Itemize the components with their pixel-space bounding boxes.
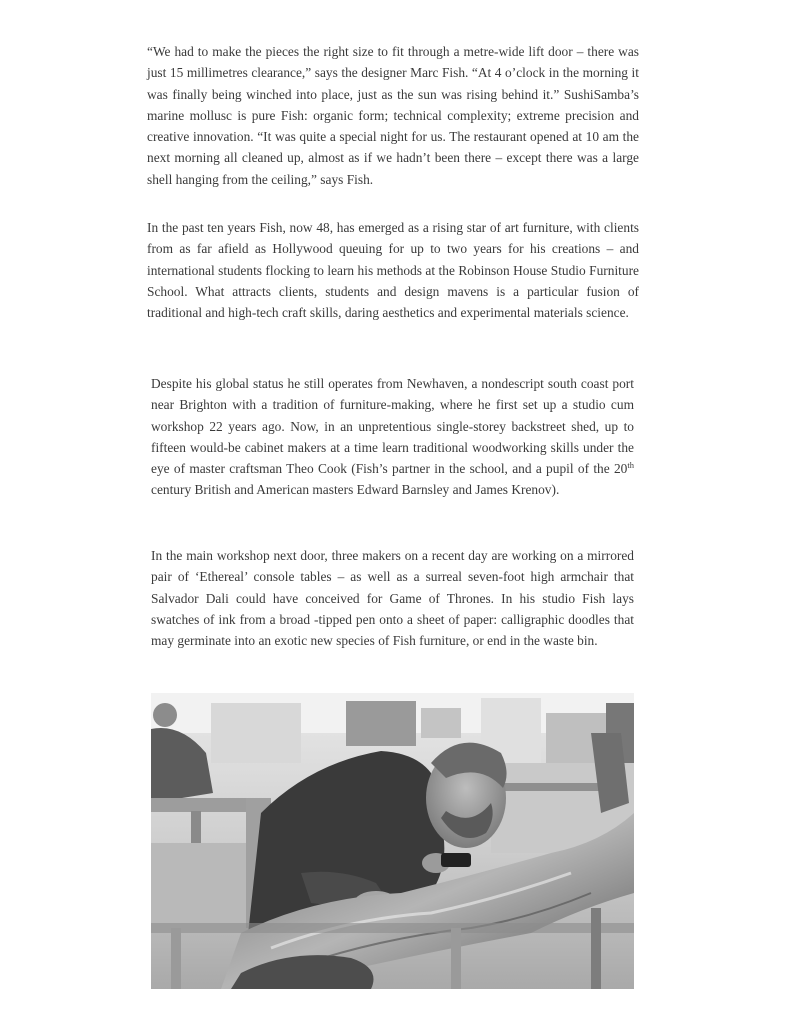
paragraph-1: “We had to make the pieces the right size to fit through a metre-wide lift door – there was just 15 millimetres clearance,” says the designer Marc Fish. “At 4 o’clock in the morning it was finally being winched into place, just as the sun was rising behind it.” SushiSamba’s marine mollusc is pure Fish: organic form; technical complexity; extreme precision and creative innovation. “It was quite a special night for us. The restaurant opened at 10 am the next morning all cleaned up, almost as if we hadn’t been there – except there was a large shell hanging from the ceiling,” says Fish. [147,44,639,187]
workshop-photo [151,693,634,989]
paragraph-4: In the main workshop next door, three makers on a recent day are working on a mirrored pair of ‘Ethereal’ console tables – as well as a surreal seven-foot high armchair that Salvador Dali could have conceived for Game of Thrones. In his studio Fish lays swatches of ink from a broad -tipped pen onto a sheet of paper: calligraphic doodles that may germinate into an exotic new species of Fish furniture, or end in the waste bin. [151,548,634,649]
paragraph-3 [151,373,634,501]
paragraph-2: In the past ten years Fish, now 48, has emerged as a rising star of art furniture, with clients from as far afield as Hollywood queuing for up to two years for his creations – and international students flocking to learn his methods at the Robinson House Studio Furniture School. What attracts clients, students and design mavens is a particular fusion of traditional and high-tech craft skills, daring aesthetics and experimental materials science. [147,220,639,321]
paragraph-3-text-b: century British and American masters Edward Barnsley and James Krenov). [151,482,560,498]
workshop-photo-illustration [151,693,634,989]
ordinal-superscript: th [627,460,634,471]
paragraph-3-text-a: Despite his global status he still operates from Newhaven, a nondescript south coast port near Brighton with a tradition of furniture-making, where he first set up a studio cum workshop 22 years ago. Now, in an unpretentious single-storey backstreet shed, up to fifteen would-be cabinet makers at a time learn traditional woodworking skills under the eye of master craftsman Theo Cook (Fish’s partner in the school, and a pupil of the 20 [151,376,634,477]
